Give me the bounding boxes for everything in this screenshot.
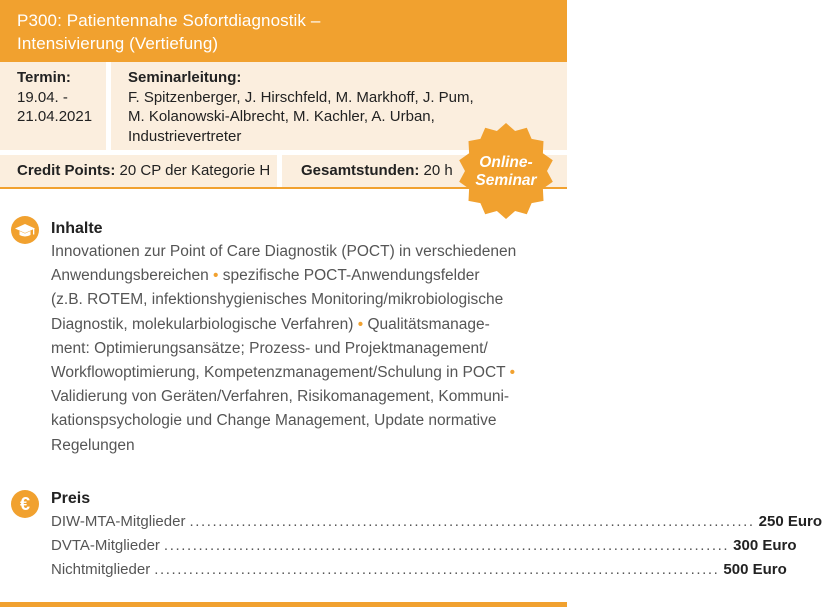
dot-leader: ..................................................................................................	[189, 513, 755, 530]
inhalte-line: (z.B. ROTEM, infektionshygienisches Monitoring/mikrobiologische	[51, 291, 504, 309]
price-amount: 300 Euro	[733, 537, 797, 554]
seminarleitung-line: M. Kolanowski-Albrecht, M. Kachler, A. Urban,	[128, 108, 435, 125]
bullet-separator: •	[357, 315, 364, 333]
seminar-header	[0, 0, 567, 62]
gesamtstunden-label: Gesamtstunden:	[301, 162, 420, 179]
inhalte-line: Innovationen zur Point of Care Diagnostik (POCT) in verschiedenen	[51, 243, 517, 260]
inhalte-line: Anwendungsbereichen • spezifische POCT-Anwendungsfelder	[51, 267, 480, 285]
inhalte-line: Diagnostik, molekularbiologische Verfahren) • Qualitätsmanage-	[51, 315, 490, 333]
bullet-separator: •	[213, 267, 219, 285]
online-seminar-badge	[456, 121, 556, 221]
credit-points-value: 20 CP der Kategorie H	[115, 162, 271, 179]
gesamtstunden-value: 20 h	[419, 162, 453, 179]
badge-text-line1: Online-	[479, 154, 533, 171]
inhalte-line: Validierung von Geräten/Verfahren, Risikomanagement, Kommuni-	[51, 388, 510, 406]
euro-icon: €	[11, 490, 39, 518]
credit-points-label: Credit Points:	[17, 162, 116, 179]
credit-points-cell	[0, 155, 282, 187]
termin-date-end: 21.04.2021	[17, 108, 93, 125]
dot-leader: ..................................................................................................	[154, 561, 720, 578]
seminarleitung-line: F. Spitzenberger, J. Hirschfeld, M. Markhoff, J. Pum,	[128, 88, 474, 106]
inhalte-line: Regelungen	[51, 436, 135, 454]
bottom-accent-bar	[0, 602, 567, 607]
badge-text-line2: Seminar	[475, 172, 537, 189]
badge-star-shape	[459, 123, 553, 219]
inhalte-line: ment: Optimierungsansätze; Prozess- und Projektmanagement/	[51, 339, 488, 357]
price-member-type: DVTA-Mitglieder	[51, 537, 160, 554]
inhalte-line: kationspsychologie und Change Management, Update normative	[51, 412, 497, 430]
graduation-cap-icon	[11, 216, 39, 244]
price-amount: 250 Euro	[758, 513, 822, 530]
price-amount: 500 Euro	[723, 561, 787, 578]
inhalte-text	[51, 240, 551, 458]
inhalte-title: Inhalte	[51, 220, 103, 237]
termin-cell	[0, 62, 111, 150]
inhalte-line: Workflowoptimierung, Kompetenzmanagement/Schulung in POCT •	[51, 364, 516, 382]
price-member-type: Nichtmitglieder	[51, 561, 151, 578]
seminar-title-line2: Intensivierung (Vertiefung)	[17, 34, 219, 53]
price-row	[51, 513, 822, 535]
seminar-title-line1: P300: Patientennahe Sofortdiagnostik –	[17, 11, 321, 30]
termin-date-start: 19.04. -	[17, 88, 68, 106]
price-row	[51, 561, 787, 583]
bullet-separator: •	[509, 364, 516, 382]
seminarleitung-label: Seminarleitung:	[128, 69, 242, 86]
dot-leader: ..................................................................................................	[163, 537, 730, 554]
termin-label: Termin:	[17, 69, 71, 86]
preis-title: Preis	[51, 490, 91, 507]
price-member-type: DIW-MTA-Mitglieder	[51, 513, 186, 530]
price-row	[51, 537, 797, 559]
seminarleitung-line: Industrievertreter	[128, 127, 242, 145]
